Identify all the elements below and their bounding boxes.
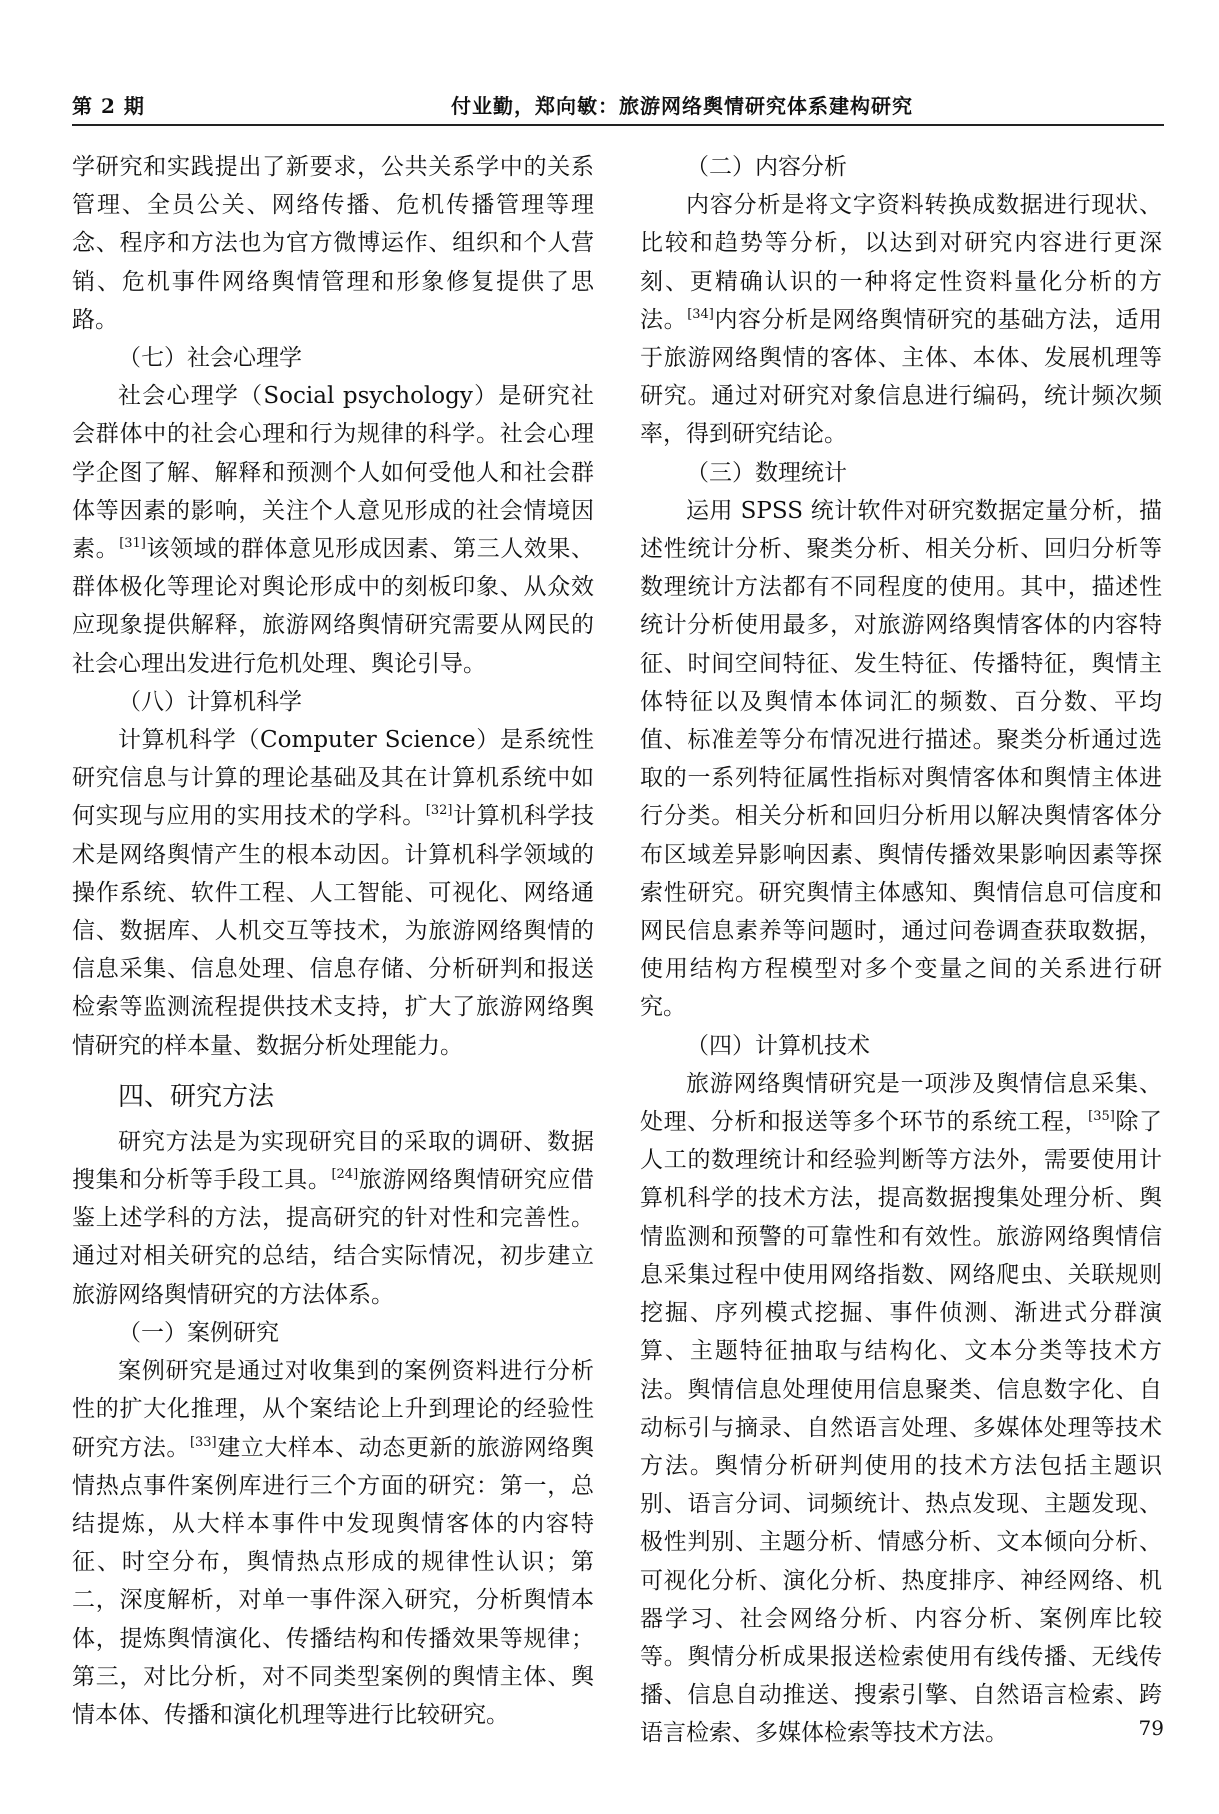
citation-34: [34]	[687, 306, 714, 322]
paragraph-text: 建立大样本、动态更新的旅游网络舆情热点事件案例库进行三个方面的研究：第一，总结提炼，从大样本事件中发现舆情客体的内容特征、时空分布，舆情热点形成的规律性认识；第二，深度解析，对单一事件深入研究，分析舆情本体，提炼舆情演化、传播结构和传播效果等规律；第三，对比分析，对不同类型案例的舆情主体、舆情本体、传播和演化机理等进行比较研究。	[72, 1434, 595, 1728]
running-header	[72, 80, 1162, 120]
section-heading-research-methods: 四、研究方法	[118, 1081, 275, 1112]
subheading-content-analysis: （二）内容分析	[686, 154, 847, 180]
subheading-computer-technology: （四）计算机技术	[686, 1032, 870, 1059]
right-column	[640, 148, 1162, 1753]
paragraph-text: 案例研究是通过对收集到的案例资料进行分析性的扩大化推理，从个案结论上升到理论的经验性研究方法。	[72, 1358, 594, 1461]
citation-32: [32]	[425, 803, 453, 819]
paragraph-text: 除了人工的数理统计和经验判断等方法外，需要使用计算机科学的技术方法，提高数据搜集处理分析、舆情监测和预警的可靠性和有效性。旅游网络舆情信息采集过程中使用网络指数、网络爬虫、关联规则挖掘、序列模式挖掘、事件侦测、渐进式分群演算、主题特征抽取与结构化、文本分类等技术方法。舆情信息处理使用信息聚类、信息数字化、自动标引与摘录、自然语言处理、多媒体处理等技术方法。舆情分析研判使用的技术方法包括主题识别、语言分词、词频统计、热点发现、主题发现、极性判别、主题分析、情感分析、文本倾向分析、可视化分析、演化分析、热度排序、神经网络、机器学习、社会网络分析、内容分析、案例库比较等。舆情分析成果报送检索使用有线传播、无线传播、信息自动推送、搜索引擎、自然语言检索、跨语言检索、多媒体检索等技术方法。	[640, 1109, 1163, 1747]
paragraph-text: 内容分析是网络舆情研究的基础方法，适用于旅游网络舆情的客体、主体、本体、发展机理等研究。通过对研究对象信息进行编码，统计频次频率，得到研究结论。	[640, 306, 1163, 448]
paragraph-text: 计算机科学（Computer Science）是系统性研究信息与计算的理论基础及其在计算机系统中如何实现与应用的实用技术的学科。	[72, 727, 594, 830]
subheading-case-study: （一）案例研究	[118, 1319, 279, 1346]
paragraph-content-analysis	[640, 186, 1162, 453]
left-column	[72, 148, 594, 1734]
citation-35: [35]	[1088, 1109, 1115, 1125]
page-number: 79	[1138, 1716, 1164, 1740]
subheading-social-psychology: （七）社会心理学	[118, 345, 302, 372]
paragraph-statistics: 运用 SPSS 统计软件对研究数据定量分析，描述性统计分析、聚类分析、相关分析、回归分析等数理统计方法都有不同程度的使用。其中，描述性统计分析使用最多，对旅游网络舆情客体的内容特征、时间空间特征、发生特征、传播特征，舆情主体特征以及舆情本体词汇的频数、百分数、平均值、标准差等分布情况进行描述。聚类分析通过选取的一系列特征属性指标对舆情客体和舆情主体进行分类。相关分析和回归分析用以解决舆情客体分布区域差异影响因素、舆情传播效果影响因素等探索性研究。研究舆情主体感知、舆情信息可信度和网民信息素养等问题时，通过问卷调查获取数据，使用结构方程模型对多个变量之间的关系进行研究。	[640, 497, 1162, 1021]
paragraph-text: 该领域的群体意见形成因素、第三人效果、群体极化等理论对舆论形成中的刻板印象、从众效应现象提供解释，旅游网络舆情研究需要从网民的社会心理出发进行危机处理、舆论引导。	[72, 536, 595, 677]
paragraph-text: 社会心理学（Social psychology）是研究社会群体中的社会心理和行为规律的科学。社会心理学企图了解、解释和预测个人如何受他人和社会群体等因素的影响，关注个人意见形成的社会情境因素。	[72, 383, 594, 563]
citation-24: [24]	[331, 1167, 359, 1183]
paragraph-case-study	[72, 1352, 594, 1734]
paragraph-computer-technology	[640, 1065, 1162, 1753]
paragraph-social-psychology	[72, 377, 594, 683]
paragraph-text: 研究方法是为实现研究目的采取的调研、数据搜集和分析等手段工具。	[72, 1128, 594, 1194]
paragraph-text: 旅游网络舆情研究是一项涉及舆情信息采集、处理、分析和报送等多个环节的系统工程，	[640, 1070, 1162, 1136]
paragraph-continued: 学研究和实践提出了新要求，公共关系学中的关系管理、全员公关、网络传播、危机传播管理等理念、程序和方法也为官方微博运作、组织和个人营销、危机事件网络舆情管理和形象修复提供了思路。	[72, 154, 594, 333]
running-title: 付业勤，郑向敏：旅游网络舆情研究体系建构研究	[451, 94, 913, 118]
subheading-computer-science: （八）计算机科学	[118, 688, 302, 715]
paragraph-computer-science	[72, 721, 594, 1065]
paragraph-research-methods	[72, 1123, 594, 1314]
header-rule	[72, 124, 1164, 126]
paragraph-text: 计算机科学技术是网络舆情产生的根本动因。计算机科学领域的操作系统、软件工程、人工智能、可视化、网络通信、数据库、人机交互等技术，为旅游网络舆情的信息采集、信息处理、信息存储、分析研判和报送检索等监测流程提供技术支持，扩大了旅游网络舆情研究的样本量、数据分析处理能力。	[72, 803, 595, 1059]
issue-number: 第 2 期	[72, 94, 145, 118]
paragraph-text: 旅游网络舆情研究应借鉴上述学科的方法，提高研究的针对性和完善性。通过对相关研究的总结，结合实际情况，初步建立旅游网络舆情研究的方法体系。	[72, 1167, 595, 1308]
paragraph-text: 内容分析是将文字资料转换成数据进行现状、比较和趋势等分析，以达到对研究内容进行更深刻、更精确认识的一种将定性资料量化分析的方法。	[640, 192, 1162, 333]
citation-31: [31]	[119, 536, 146, 552]
citation-33: [33]	[189, 1434, 217, 1450]
subheading-statistics: （三）数理统计	[686, 459, 847, 486]
